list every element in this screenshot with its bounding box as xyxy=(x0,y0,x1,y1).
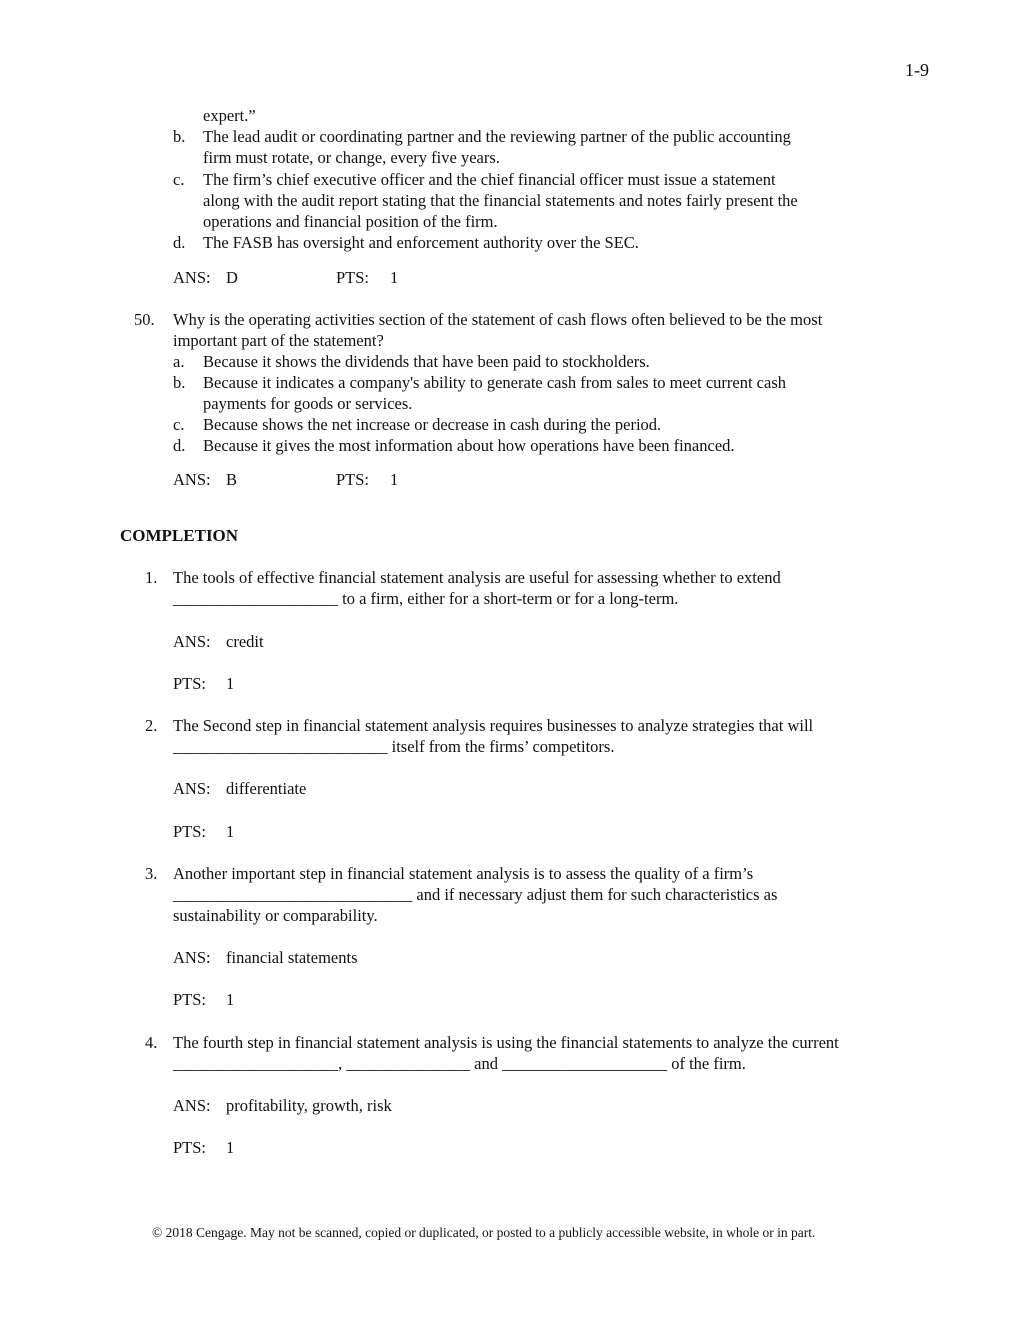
pts-label: PTS: xyxy=(173,1138,207,1157)
question-number: 4. xyxy=(145,1033,158,1052)
ans-value: D xyxy=(226,268,238,287)
question-text: Another important step in financial statement analysis is to assess the quality of a firm’s xyxy=(173,864,754,883)
question-number: 50. xyxy=(134,310,155,329)
ans-value: differentiate xyxy=(226,779,307,798)
option-text: Because it shows the dividends that have been paid to stockholders. xyxy=(203,352,650,371)
option-text: payments for goods or services. xyxy=(203,394,413,413)
option-text: firm must rotate, or change, every five years. xyxy=(203,148,500,167)
pts-label: PTS: xyxy=(173,990,207,1009)
question-text: __________________________ itself from the firms’ competitors. xyxy=(173,737,615,756)
pts-label: PTS: xyxy=(336,268,370,287)
pts-value: 1 xyxy=(226,822,235,841)
option-letter: a. xyxy=(173,352,185,371)
option-text: operations and financial position of the firm. xyxy=(203,212,498,231)
ans-label: ANS: xyxy=(173,779,211,798)
page-number: 1-9 xyxy=(905,60,929,80)
option-letter: c. xyxy=(173,415,185,434)
option-text: Because it indicates a company's ability to generate cash from sales to meet current cash xyxy=(203,373,787,392)
question-text: The Second step in financial statement analysis requires businesses to analyze strategies that will xyxy=(173,716,814,735)
option-text: The firm’s chief executive officer and the chief financial officer must issue a statement xyxy=(203,170,776,189)
option-letter: d. xyxy=(173,233,186,252)
option-letter: d. xyxy=(173,436,186,455)
ans-label: ANS: xyxy=(173,948,211,967)
question-text: _____________________________ and if necessary adjust them for such characteristics as xyxy=(173,885,778,904)
ans-value: profitability, growth, risk xyxy=(226,1096,392,1115)
ans-value: financial statements xyxy=(226,948,358,967)
option-letter: b. xyxy=(173,127,186,146)
ans-label: ANS: xyxy=(173,1096,211,1115)
question-text: important part of the statement? xyxy=(173,331,384,350)
question-number: 3. xyxy=(145,864,158,883)
option-text: along with the audit report stating that the financial statements and notes fairly present the xyxy=(203,191,798,210)
option-text: Because shows the net increase or decrease in cash during the period. xyxy=(203,415,662,434)
ans-label: ANS: xyxy=(173,632,211,651)
question-text: ____________________, _______________ and ____________________ of the firm. xyxy=(173,1054,746,1073)
question-text: The tools of effective financial statement analysis are useful for assessing whether to extend xyxy=(173,568,781,587)
option-letter: b. xyxy=(173,373,186,392)
ans-label: ANS: xyxy=(173,470,211,489)
pts-value: 1 xyxy=(226,990,235,1009)
option-letter: c. xyxy=(173,170,185,189)
option-a-tail: expert.” xyxy=(203,106,256,125)
ans-value: credit xyxy=(226,632,264,651)
ans-label: ANS: xyxy=(173,268,211,287)
pts-value: 1 xyxy=(226,1138,235,1157)
question-number: 2. xyxy=(145,716,158,735)
pts-value: 1 xyxy=(390,268,399,287)
pts-label: PTS: xyxy=(336,470,370,489)
option-text: Because it gives the most information about how operations have been financed. xyxy=(203,436,735,455)
question-text: sustainability or comparability. xyxy=(173,906,378,925)
pts-value: 1 xyxy=(390,470,399,489)
ans-value: B xyxy=(226,470,238,489)
question-number: 1. xyxy=(145,568,158,587)
copyright-footer: © 2018 Cengage. May not be scanned, copied or duplicated, or posted to a publicly accessible website, in whole or in part. xyxy=(152,1225,816,1240)
question-text: ____________________ to a firm, either for a short-term or for a long-term. xyxy=(173,589,679,608)
option-text: The lead audit or coordinating partner and the reviewing partner of the public accounting xyxy=(203,127,791,146)
option-text: The FASB has oversight and enforcement authority over the SEC. xyxy=(203,233,639,252)
pts-label: PTS: xyxy=(173,674,207,693)
question-text: The fourth step in financial statement analysis is using the financial statements to analyze the current xyxy=(173,1033,839,1052)
section-heading: COMPLETION xyxy=(120,526,239,545)
pts-label: PTS: xyxy=(173,822,207,841)
question-text: Why is the operating activities section of the statement of cash flows often believed to be the most xyxy=(173,310,823,329)
pts-value: 1 xyxy=(226,674,235,693)
